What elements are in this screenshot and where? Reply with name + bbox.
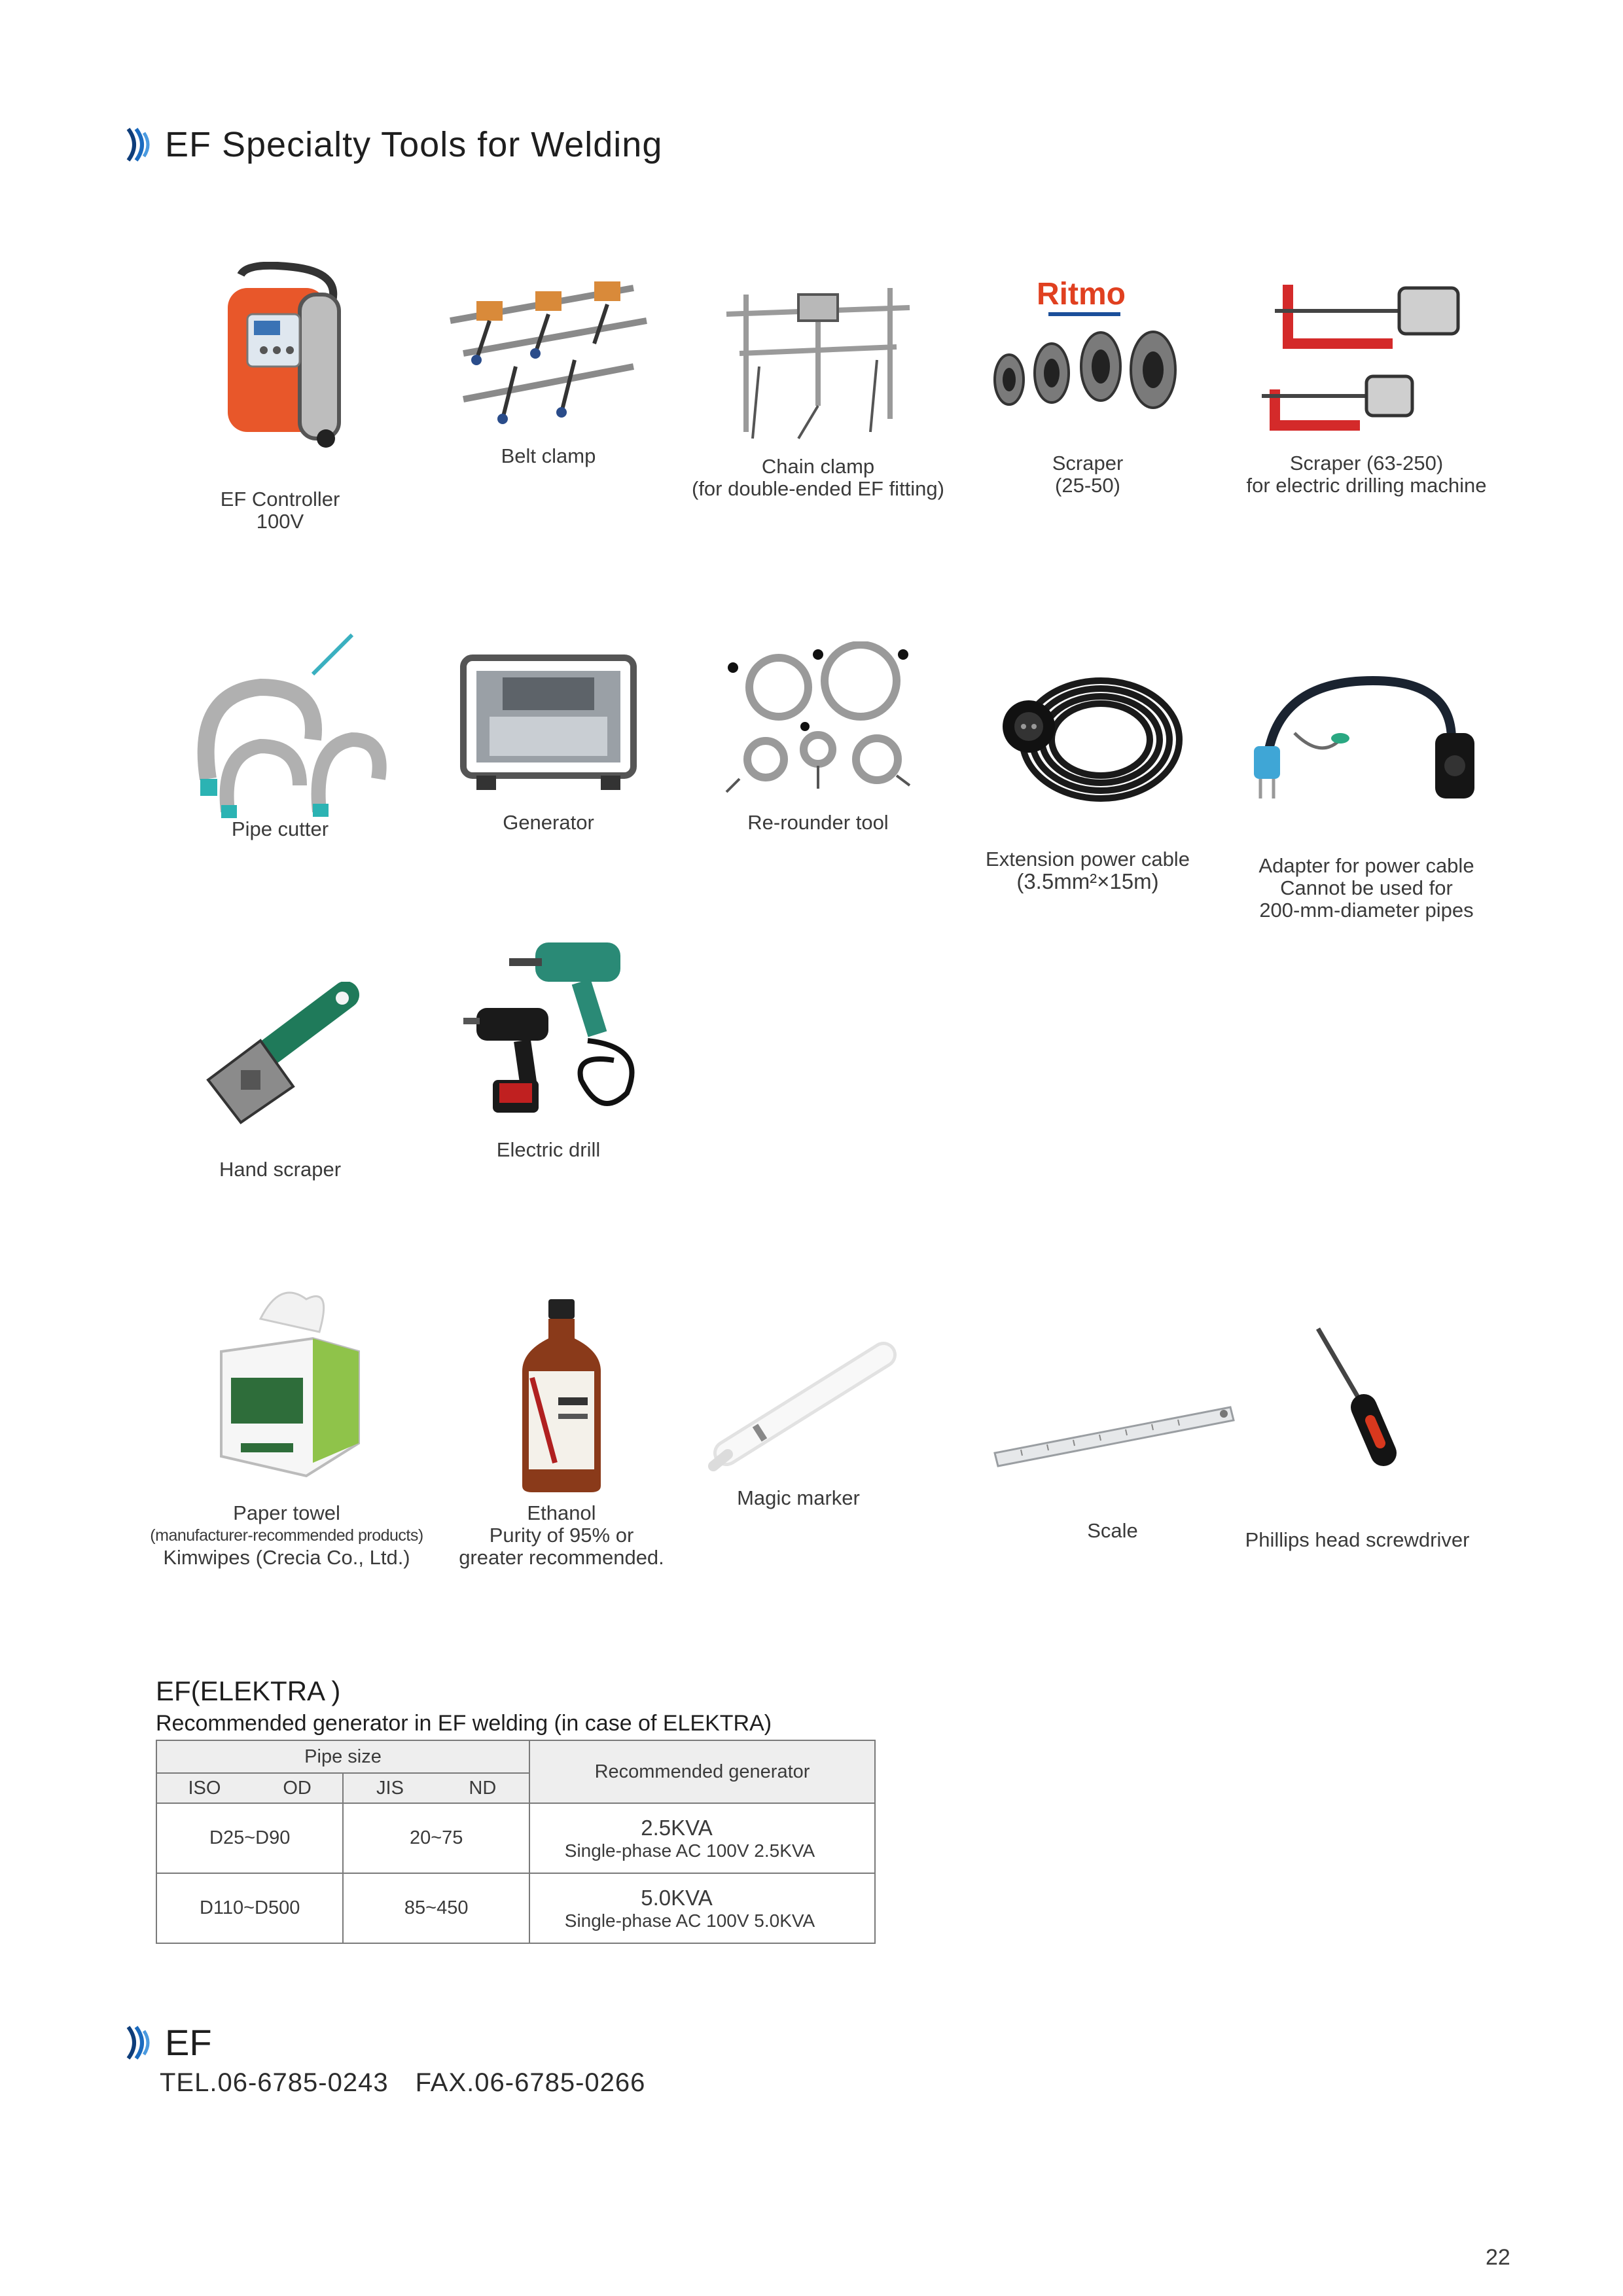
magic-marker-icon — [687, 1335, 910, 1479]
item-caption-line: Hand scraper — [219, 1158, 342, 1181]
iso-od-header — [156, 1773, 343, 1803]
item-adapter-cable — [1222, 668, 1510, 922]
generator-cell — [529, 1803, 875, 1873]
iso-label: ISO — [188, 1777, 221, 1799]
footer-brand — [126, 2021, 212, 2064]
item-caption-line: Scale — [1087, 1519, 1138, 1542]
kva-value: 5.0KVA — [641, 1885, 713, 1910]
item-caption-line: Pipe cutter — [231, 817, 329, 840]
item-caption-line: for electric drilling machine — [1246, 474, 1487, 497]
page-title — [126, 124, 662, 165]
kva-detail: Single-phase AC 100V 5.0KVA — [564, 1910, 815, 1931]
item-caption-line: Cannot be used for — [1280, 876, 1453, 899]
re-rounder-icon — [720, 641, 916, 798]
pipe-cutter-icon — [169, 628, 391, 818]
item-paper-towel — [143, 1280, 431, 1569]
item-caption-line: Ethanol — [527, 1501, 596, 1524]
jis-label: JIS — [376, 1777, 404, 1799]
page-number: 22 — [1486, 2245, 1510, 2270]
item-caption-line: (25-50) — [1055, 474, 1120, 497]
od-label: OD — [283, 1777, 312, 1799]
nd-label: ND — [469, 1777, 497, 1799]
belt-clamp-icon — [437, 268, 660, 439]
scale-ruler-icon — [982, 1374, 1243, 1479]
generator-icon — [450, 638, 647, 795]
item-drill-scraper — [1222, 272, 1510, 497]
pipe-size-header: Pipe size — [156, 1740, 529, 1773]
item-caption-line: Kimwipes (Crecia Co., Ltd.) — [163, 1546, 410, 1569]
screwdriver-icon — [1292, 1322, 1423, 1479]
footer-contact: TEL.06-6785-0243 FAX.06-6785-0266 — [160, 2068, 646, 2097]
drill-scraper-icon — [1249, 272, 1484, 442]
item-caption-line: Chain clamp — [761, 455, 875, 478]
footer-brand-text: EF — [165, 2022, 212, 2063]
scraper-icon — [983, 265, 1192, 435]
paper-towel-icon — [195, 1280, 378, 1489]
item-caption-line: Purity of 95% or — [489, 1524, 634, 1547]
item-hand-scraper — [136, 982, 424, 1181]
kva-detail: Single-phase AC 100V 2.5KVA — [564, 1840, 815, 1861]
item-magic-marker — [654, 1335, 942, 1509]
section-heading: EF(ELEKTRA ) — [156, 1676, 341, 1706]
item-caption-line: (for double-ended EF fitting) — [692, 477, 944, 500]
electric-drill-icon — [450, 929, 647, 1132]
item-caption-line: Paper towel — [233, 1501, 340, 1524]
adapter-cable-icon — [1242, 668, 1491, 812]
ef-controller-icon — [202, 262, 359, 452]
item-caption-line: Generator — [503, 811, 594, 834]
jis-nd-cell: 20~75 — [343, 1803, 529, 1873]
item-caption-line: 200-mm-diameter pipes — [1259, 899, 1474, 922]
item-caption-line: greater recommended. — [459, 1546, 664, 1569]
chevron-logo-icon — [126, 2024, 153, 2061]
item-chain-clamp — [674, 275, 962, 500]
item-caption-line: Scraper — [1052, 452, 1124, 475]
item-belt-clamp — [404, 268, 692, 467]
item-generator — [404, 638, 692, 834]
item-caption-line: EF Controller — [220, 488, 340, 511]
item-caption-line: Scraper (63-250) — [1289, 452, 1444, 475]
iso-od-cell: D110~D500 — [156, 1873, 343, 1943]
item-caption-line: (3.5mm²×15m) — [1016, 869, 1159, 893]
table-row — [156, 1873, 875, 1943]
item-caption-line: Magic marker — [737, 1486, 860, 1509]
generator-table — [156, 1740, 876, 1944]
ritmo-logo: Ritmo — [1037, 277, 1126, 312]
hand-scraper-icon — [188, 982, 372, 1132]
iso-od-cell: D25~D90 — [156, 1803, 343, 1873]
item-scraper — [944, 265, 1232, 497]
item-caption-line: Phillips head screwdriver — [1245, 1528, 1470, 1551]
item-caption-line: 100V — [256, 510, 304, 533]
generator-header: Recommended generator — [529, 1740, 875, 1803]
item-caption-line: Re-rounder tool — [747, 811, 889, 834]
section-subheading: Recommended generator in EF welding (in case of ELEKTRA) — [156, 1711, 772, 1736]
ethanol-bottle-icon — [496, 1299, 627, 1496]
item-electric-drill — [404, 929, 692, 1161]
jis-nd-cell: 85~450 — [343, 1873, 529, 1943]
item-ef-controller — [136, 262, 424, 533]
item-caption-line: Adapter for power cable — [1258, 854, 1474, 877]
item-caption-line: Electric drill — [496, 1138, 601, 1161]
item-extension-cable — [944, 661, 1232, 893]
item-re-rounder — [674, 641, 962, 834]
item-pipe-cutter — [136, 628, 424, 840]
item-caption-line: Extension power cable — [986, 848, 1190, 870]
extension-cable-icon — [990, 661, 1186, 818]
chain-clamp-icon — [720, 275, 916, 445]
generator-cell — [529, 1873, 875, 1943]
item-caption-line: (manufacturer-recommended products) — [150, 1526, 423, 1545]
title-text: EF Specialty Tools for Welding — [165, 125, 663, 164]
kva-value: 2.5KVA — [641, 1815, 713, 1840]
item-screwdriver — [1213, 1322, 1501, 1551]
chevron-logo-icon — [126, 126, 153, 163]
jis-nd-header — [343, 1773, 529, 1803]
item-caption-line: Belt clamp — [501, 444, 596, 467]
table-row — [156, 1803, 875, 1873]
